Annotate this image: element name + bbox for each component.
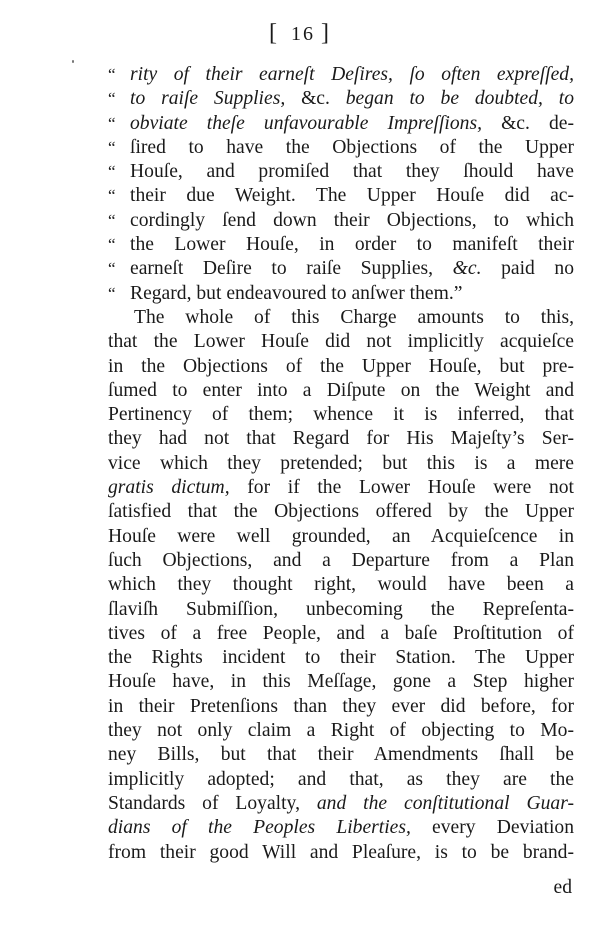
roman-text: ſumed to enter into a Diſpute on the Weight and bbox=[108, 379, 574, 401]
text-line bbox=[108, 792, 574, 816]
text-line bbox=[108, 816, 574, 840]
quotation-mark: “ bbox=[108, 210, 116, 230]
roman-text: &c. de- bbox=[501, 112, 574, 134]
text-line bbox=[108, 598, 574, 622]
roman-text: the Lower Houſe, in order to manifeſt their bbox=[130, 234, 574, 256]
italic-text: began to be doubted, to bbox=[345, 88, 574, 110]
roman-text: &c. bbox=[301, 88, 346, 110]
text-line bbox=[108, 452, 574, 476]
text-line bbox=[108, 257, 574, 281]
roman-text: paid no bbox=[481, 258, 574, 280]
roman-text: ſuch Objections, and a Departure from a Plan bbox=[108, 549, 574, 571]
roman-text: Houſe have, in this Meſſage, gone a Step higher bbox=[108, 671, 574, 693]
quotation-mark: “ bbox=[108, 235, 116, 255]
text-line bbox=[108, 743, 574, 767]
text-line bbox=[108, 184, 574, 208]
quotation-mark: “ bbox=[108, 137, 116, 157]
text-line bbox=[108, 622, 574, 646]
text-line bbox=[108, 87, 574, 111]
folio-open-bracket: [ bbox=[269, 20, 279, 46]
text-line bbox=[108, 670, 574, 694]
roman-text: every Deviation bbox=[410, 817, 574, 839]
text-line bbox=[108, 841, 574, 865]
italic-text: rity of their earneſt Deſires, ſo often expreſſed, bbox=[130, 64, 574, 85]
text-line bbox=[108, 112, 574, 136]
quotation-mark: “ bbox=[108, 259, 116, 279]
roman-text: The whole of this Charge amounts to this, bbox=[134, 306, 574, 328]
italic-text: gratis dictum, bbox=[108, 477, 230, 499]
roman-text: tives of a free People, and a baſe Proſtitution of bbox=[108, 622, 574, 644]
roman-text: ſatisfied that the Objections offered by the Upper bbox=[108, 501, 574, 523]
text-line bbox=[108, 476, 574, 500]
roman-text: Standards of Loyalty, bbox=[108, 792, 317, 814]
text-line bbox=[108, 549, 574, 573]
text-line bbox=[108, 160, 574, 184]
text-line bbox=[108, 209, 574, 233]
roman-text: ſired to have the Objections of the Upper bbox=[130, 136, 574, 158]
catchword: ed bbox=[553, 877, 572, 898]
quotation-mark: “ bbox=[108, 283, 116, 303]
body-text bbox=[108, 63, 574, 865]
italic-text: obviate theſe unfavourable Impreſſions, bbox=[130, 112, 502, 134]
text-line bbox=[108, 573, 574, 597]
roman-text: from their good Will and Pleaſure, is to be brand- bbox=[108, 841, 574, 863]
text-line bbox=[108, 500, 574, 524]
roman-text: they not only claim a Right of objecting to Mo- bbox=[108, 720, 574, 742]
roman-text: for if the Lower Houſe were not bbox=[229, 477, 575, 499]
roman-text: cordingly ſend down their Objections, to which bbox=[130, 209, 574, 231]
quotation-mark: “ bbox=[108, 113, 116, 133]
roman-text: in their Pretenſions than they ever did before, for bbox=[108, 695, 574, 717]
italic-text: and the conſtitutional Guar- bbox=[316, 792, 574, 814]
italic-text: &c. bbox=[452, 258, 482, 280]
roman-text: vice which they pretended; but this is a mere bbox=[108, 452, 574, 474]
text-line bbox=[108, 379, 574, 403]
text-line bbox=[108, 403, 574, 427]
text-line bbox=[108, 427, 574, 451]
roman-text: in the Objections of the Upper Houſe, but pre- bbox=[108, 355, 574, 377]
quotation-mark: “ bbox=[108, 162, 116, 182]
text-line bbox=[108, 646, 574, 670]
text-line bbox=[108, 355, 574, 379]
ink-speck bbox=[72, 60, 74, 63]
text-line bbox=[108, 136, 574, 160]
roman-text: ney Bills, but that their Amendments ſhall be bbox=[108, 744, 574, 766]
italic-text: dians of the Peoples Liberties, bbox=[108, 817, 411, 839]
roman-text: ſlaviſh Submiſſion, unbecoming the Repreſenta- bbox=[108, 598, 574, 620]
quotation-mark: “ bbox=[108, 186, 116, 206]
text-line bbox=[108, 306, 574, 330]
text-line bbox=[108, 525, 574, 549]
roman-text: Houſe were well grounded, an Acquieſcence in bbox=[108, 525, 574, 547]
roman-text: earneſt Deſire to raiſe Supplies, bbox=[130, 258, 453, 280]
folio-close-bracket: ] bbox=[321, 20, 331, 46]
quotation-mark: “ bbox=[108, 89, 116, 109]
page-number-header bbox=[0, 20, 600, 47]
roman-text: which they thought right, would have been a bbox=[108, 574, 574, 596]
roman-text: Pertinency of them; whence it is inferred, that bbox=[108, 404, 574, 426]
roman-text: implicitly adopted; and that, as they are the bbox=[108, 768, 574, 790]
text-line bbox=[108, 768, 574, 792]
roman-text: Houſe, and promiſed that they ſhould have bbox=[130, 161, 574, 183]
text-line bbox=[108, 330, 574, 354]
text-line bbox=[108, 282, 574, 306]
text-line bbox=[108, 63, 574, 87]
roman-text: the Rights incident to their Station. The Upper bbox=[108, 647, 574, 669]
text-line bbox=[108, 695, 574, 719]
roman-text: Regard, but endeavoured to anſwer them.” bbox=[130, 282, 463, 304]
page-number: 16 bbox=[291, 23, 315, 45]
quotation-mark: “ bbox=[108, 65, 116, 84]
text-line bbox=[108, 233, 574, 257]
italic-text: to raiſe Supplies, bbox=[130, 88, 302, 110]
roman-text: they had not that Regard for His Majeſty’s Ser- bbox=[108, 428, 574, 450]
roman-text: their due Weight. The Upper Houſe did ac- bbox=[130, 185, 574, 207]
text-line bbox=[108, 719, 574, 743]
roman-text: that the Lower Houſe did not implicitly acquieſce bbox=[108, 331, 574, 353]
